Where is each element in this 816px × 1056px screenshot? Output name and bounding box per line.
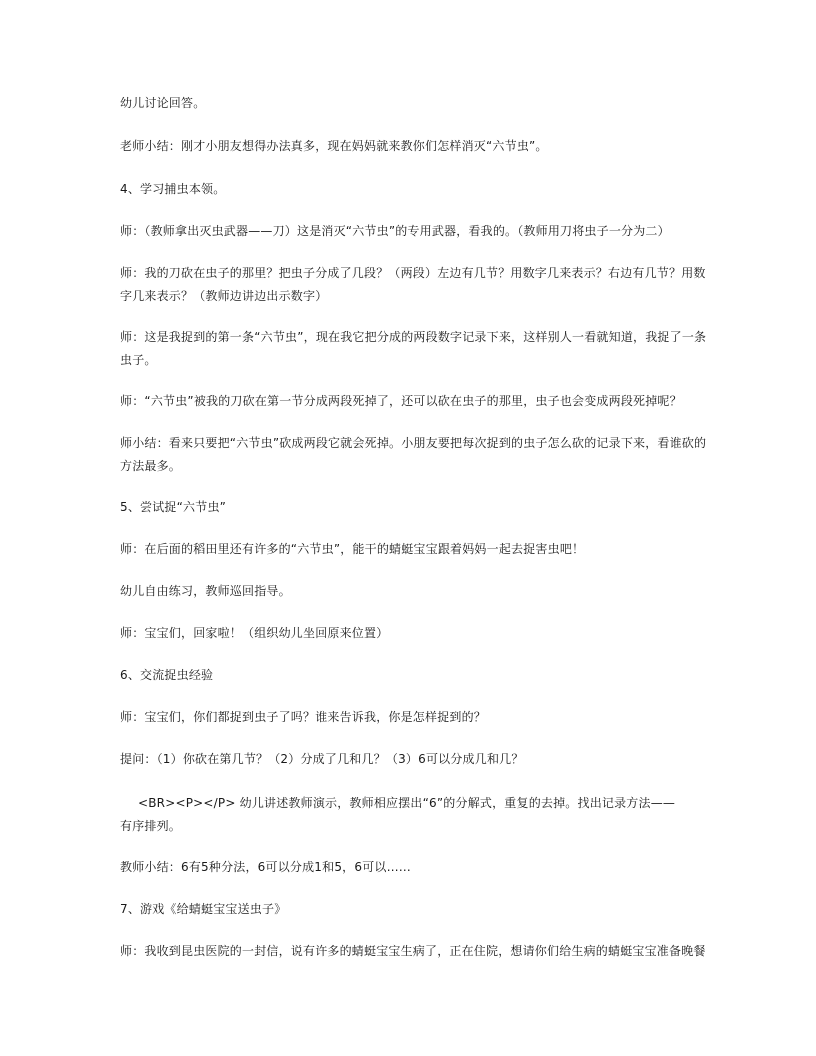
text-line: 师：“六节虫”被我的刀砍在第一节分成两段死掉了，还可以砍在虫子的那里，虫子也会变成两段死掉呢？ — [120, 394, 682, 408]
text-line: 虫子。 — [120, 353, 157, 367]
section-heading-7 — [120, 898, 700, 921]
paragraph-discussion — [120, 92, 700, 115]
paragraph-free-practice — [120, 580, 700, 603]
section-heading-6 — [120, 664, 700, 687]
text-line: <BR><P></P> 幼儿讲述教师演示，教师相应摆出“6”的分解式，重复的去掉。找出记录方法—— — [138, 796, 676, 810]
paragraph-teacher-summary-2 — [120, 432, 707, 478]
section-heading-4 — [120, 178, 700, 201]
paragraph-questions — [120, 262, 706, 308]
paragraph-prompt-questions — [120, 748, 700, 771]
paragraph-teacher-summary-3 — [120, 856, 700, 879]
text-line: 师：宝宝们，回家啦！（组织幼儿坐回原来位置） — [120, 626, 389, 640]
text-line: 幼儿讨论回答。 — [120, 96, 206, 110]
text-line: 师：（教师拿出灭虫武器——刀）这是消灭“六节虫”的专用武器，看我的。（教师用刀将虫子一分为二） — [120, 224, 670, 238]
paragraph-demonstration — [120, 792, 700, 838]
text-line: 方法最多。 — [120, 459, 182, 473]
paragraph-letter — [120, 940, 706, 963]
text-line: 老师小结：刚才小朋友想得办法真多，现在妈妈就来教你们怎样消灭“六节虫”。 — [120, 139, 548, 153]
text-line: 有序排列。 — [120, 819, 182, 833]
text-line: 字几来表示？（教师边讲边出示数字） — [120, 289, 328, 303]
text-line: 教师小结：6有5种分法，6可以分成1和5，6可以…… — [120, 860, 412, 874]
text-line: 师小结：看来只要把“六节虫”砍成两段它就会死掉。小朋友要把每次捉到的虫子怎么砍的记录下来，看谁砍的 — [120, 436, 707, 450]
section-heading-5 — [120, 496, 700, 519]
paragraph-rice-field — [120, 538, 700, 561]
text-line: 师：这是我捉到的第一条“六节虫”，现在我它把分成的两段数字记录下来，这样别人一看就知道，我捉了一条 — [120, 330, 707, 344]
paragraph-go-home — [120, 622, 700, 645]
text-line: 6、交流捉虫经验 — [120, 668, 214, 682]
text-line: 师：我的刀砍在虫子的那里？把虫子分成了几段？（两段）左边有几节？用数字几来表示？右边有几节？用数 — [120, 266, 706, 280]
text-line: 师：在后面的稻田里还有许多的“六节虫”，能干的蜻蜓宝宝跟着妈妈一起去捉害虫吧！ — [120, 542, 585, 556]
text-line: 师：宝宝们，你们都捉到虫子了吗？谁来告诉我，你是怎样捉到的？ — [120, 710, 487, 724]
text-line: 5、尝试捉“六节虫” — [120, 500, 227, 514]
text-line: 幼儿自由练习，教师巡回指导。 — [120, 584, 291, 598]
paragraph-first-bug — [120, 326, 707, 372]
paragraph-caught-bugs — [120, 706, 700, 729]
paragraph-cut-elsewhere — [120, 390, 700, 413]
text-line: 7、游戏《给蜻蜓宝宝送虫子》 — [120, 902, 287, 916]
text-line: 提问：（1）你砍在第几节？（2）分成了几和几？（3）6可以分成几和几？ — [120, 752, 524, 766]
text-line: 师：我收到昆虫医院的一封信，说有许多的蜻蜓宝宝生病了，正在住院，想请你们给生病的蜻蜓宝宝准备晚餐 — [120, 944, 706, 958]
paragraph-weapon — [120, 220, 700, 243]
text-line: 4、学习捕虫本领。 — [120, 182, 226, 196]
paragraph-teacher-summary — [120, 135, 700, 158]
